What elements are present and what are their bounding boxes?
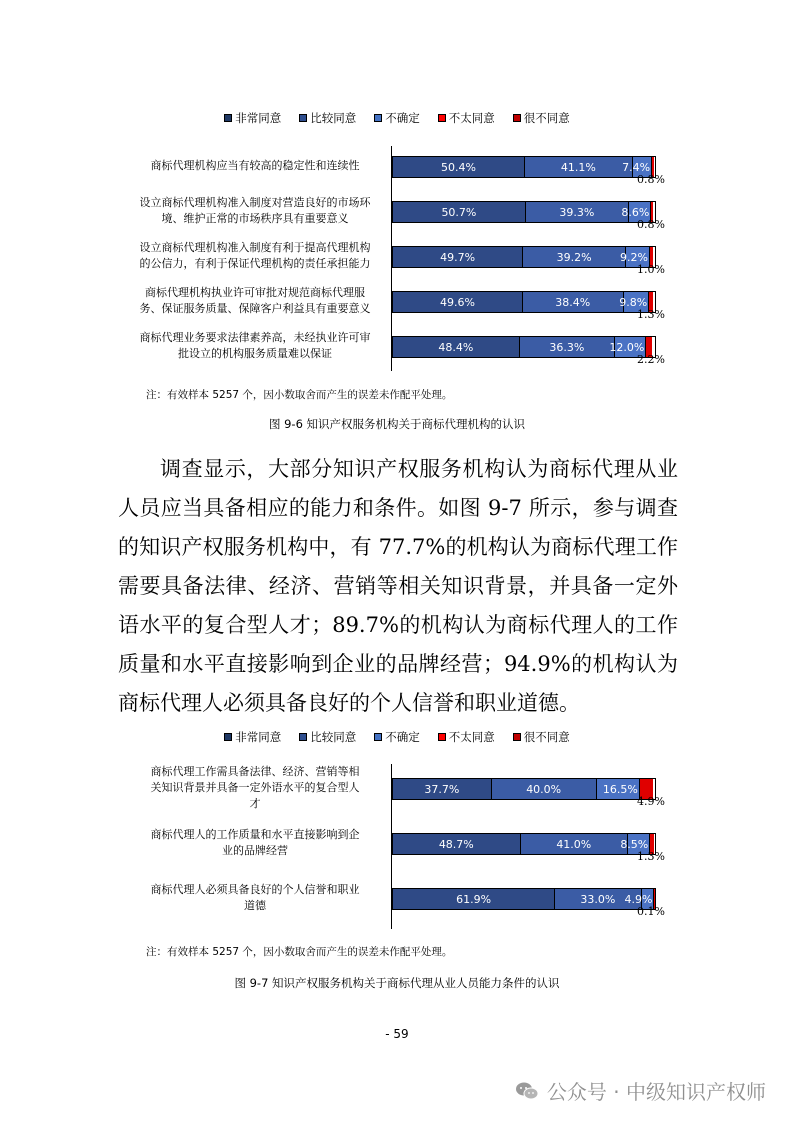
category-label	[124, 330, 386, 362]
legend-label: 不确定	[385, 730, 420, 744]
legend-label: 很不同意	[523, 730, 570, 744]
stacked-bar	[392, 888, 656, 910]
legend-entry	[224, 110, 281, 126]
chart1-legend	[0, 110, 794, 126]
chart2-caption: 图 9-7 知识产权服务机构关于商标代理从业人员能力条件的认识	[234, 976, 560, 990]
legend-swatch	[224, 114, 232, 122]
legend-entry	[224, 729, 281, 745]
category-label	[124, 158, 386, 174]
legend-label: 不太同意	[448, 111, 495, 125]
data-label: 7.4%	[622, 160, 651, 174]
category-label	[124, 764, 386, 812]
bar-segment	[526, 202, 629, 222]
data-label: 49.7%	[440, 250, 476, 264]
bar-segment	[393, 889, 555, 909]
data-label-small: 1.3%	[637, 850, 665, 863]
legend-swatch	[513, 733, 521, 741]
bar-segment	[597, 779, 640, 799]
chart1-note: 注：有效样本 5257 个，因小数取舍而产生的误差未作配平处理。	[146, 389, 453, 401]
legend-swatch	[438, 114, 446, 122]
stacked-bar	[392, 291, 656, 313]
data-label: 33.0%	[580, 892, 616, 906]
data-label-small: 1.3%	[637, 308, 665, 321]
data-label: 39.2%	[556, 250, 592, 264]
category-label-line: 商标代理人必须具备良好的个人信誉和职业	[150, 883, 360, 896]
category-label-line: 商标代理机构执业许可审批对规范商标代理服	[145, 286, 365, 299]
legend-entry	[374, 110, 420, 126]
stacked-bar	[392, 156, 656, 178]
data-label: 12.0%	[609, 340, 645, 354]
data-label: 8.5%	[620, 837, 649, 851]
stacked-bar	[392, 833, 656, 855]
category-label-line: 商标代理人的工作质量和水平直接影响到企	[150, 828, 360, 841]
watermark	[515, 1076, 766, 1105]
paragraph-text: 调查显示，大部分知识产权服务机构认为商标代理从业人员应当具备相应的能力和条件。如图 9-7 所示，参与调查的知识产权服务机构中，有 77.7%的机构认为商标代理工作需要具备法律、经济、营销等相关知识背景，并具备一定外语水平的复合型人才；89.7%的机构认为商标代理人的工作质量和水平直接影响到企业的品牌经营；94.9%的机构认为商标代理人必须具备良好的个人信誉和职业道德。	[118, 457, 678, 715]
data-label: 50.4%	[441, 160, 476, 174]
bar-segment	[393, 247, 523, 267]
data-label: 50.7%	[441, 205, 477, 219]
data-label: 41.1%	[560, 160, 596, 174]
stacked-bar	[392, 246, 656, 268]
legend-entry	[438, 110, 495, 126]
data-label: 38.4%	[555, 295, 591, 309]
data-label: 36.3%	[549, 340, 585, 354]
chart2-note: 注：有效样本 5257 个，因小数取舍而产生的误差未作配平处理。	[146, 946, 453, 958]
category-label-line: 设立商标代理机构准入制度有利于提高代理机构	[139, 241, 371, 254]
category-label-line: 道德	[244, 899, 266, 912]
bar-segment	[393, 834, 521, 854]
legend-entry	[374, 729, 420, 745]
legend-label: 非常同意	[235, 111, 282, 125]
bar-segment	[492, 779, 597, 799]
data-label: 61.9%	[456, 892, 492, 906]
legend-entry	[513, 729, 570, 745]
bar-segment	[521, 834, 628, 854]
legend-label: 不太同意	[448, 730, 495, 744]
body-paragraph	[118, 450, 678, 723]
bar-segment	[520, 337, 615, 357]
legend-swatch	[438, 733, 446, 741]
legend-label: 比较同意	[310, 730, 357, 744]
bar-segment	[393, 157, 525, 177]
data-label-small: 0.1%	[637, 905, 665, 918]
wechat-icon	[515, 1081, 539, 1101]
data-label: 16.5%	[602, 782, 638, 796]
bar-segment	[393, 779, 492, 799]
bar-segment	[393, 337, 520, 357]
category-label-line: 才	[249, 797, 261, 810]
legend-swatch	[299, 733, 307, 741]
legend-swatch	[224, 733, 232, 741]
category-label	[124, 285, 386, 317]
page-number: - 59	[385, 1027, 409, 1041]
category-label-line: 批设立的机构服务质量难以保证	[178, 347, 332, 360]
legend-swatch	[299, 114, 307, 122]
data-label-small: 4.9%	[637, 795, 665, 808]
legend-entry	[299, 729, 356, 745]
bar-segment	[393, 292, 523, 312]
data-label: 48.4%	[438, 340, 474, 354]
category-label	[124, 240, 386, 272]
category-label	[124, 195, 386, 227]
legend-entry	[513, 110, 570, 126]
data-label: 48.7%	[438, 837, 474, 851]
data-label: 49.6%	[439, 295, 475, 309]
legend-label: 很不同意	[523, 111, 570, 125]
stacked-bar	[392, 201, 656, 223]
data-label: 40.0%	[526, 782, 562, 796]
data-label: 4.9%	[624, 892, 653, 906]
data-label: 8.6%	[621, 205, 650, 219]
chart1-caption: 图 9-6 知识产权服务机构关于商标代理机构的认识	[268, 417, 526, 431]
legend-label: 不确定	[385, 111, 420, 125]
legend-swatch	[513, 114, 521, 122]
data-label-small: 0.8%	[637, 218, 665, 231]
category-label-line: 商标代理工作需具备法律、经济、营销等相	[150, 765, 360, 778]
legend-entry	[438, 729, 495, 745]
category-label-line: 商标代理业务要求法律素养高，未经执业许可审	[139, 331, 371, 344]
category-label-line: 的公信力，有利于保证代理机构的责任承担能力	[139, 257, 371, 270]
bar-segment	[523, 247, 626, 267]
data-label-small: 2.2%	[637, 353, 665, 366]
data-label: 9.2%	[620, 250, 648, 264]
data-label-small: 1.0%	[637, 263, 665, 276]
legend-swatch	[374, 114, 382, 122]
legend-label: 比较同意	[310, 111, 357, 125]
category-label-line: 设立商标代理机构准入制度对营造良好的市场环	[139, 196, 371, 209]
chart2-legend	[0, 729, 794, 745]
stacked-bar	[392, 336, 656, 358]
bar-segment	[523, 292, 624, 312]
legend-swatch	[374, 733, 382, 741]
watermark-text: 公众号 · 中级知识产权师	[546, 1080, 766, 1104]
data-label: 9.8%	[619, 295, 648, 309]
legend-entry	[299, 110, 356, 126]
data-label-small: 0.8%	[637, 173, 665, 186]
category-label-line: 业的品牌经营	[222, 844, 288, 857]
category-label-line: 关知识背景并具备一定外语水平的复合型人	[150, 781, 360, 794]
category-label-line: 境、维护正常的市场秩序具有重要意义	[161, 212, 349, 225]
bar-segment	[393, 202, 526, 222]
bar-segment	[525, 157, 633, 177]
category-label	[124, 882, 386, 914]
data-label: 39.3%	[559, 205, 595, 219]
category-label-line: 务、保证服务质量、保障客户利益具有重要意义	[139, 302, 371, 315]
legend-label: 非常同意	[235, 730, 282, 744]
data-label: 37.7%	[424, 782, 460, 796]
category-label	[124, 827, 386, 859]
data-label: 41.0%	[556, 837, 592, 851]
category-label-line: 商标代理机构应当有较高的稳定性和连续性	[150, 159, 360, 172]
stacked-bar	[392, 778, 656, 800]
